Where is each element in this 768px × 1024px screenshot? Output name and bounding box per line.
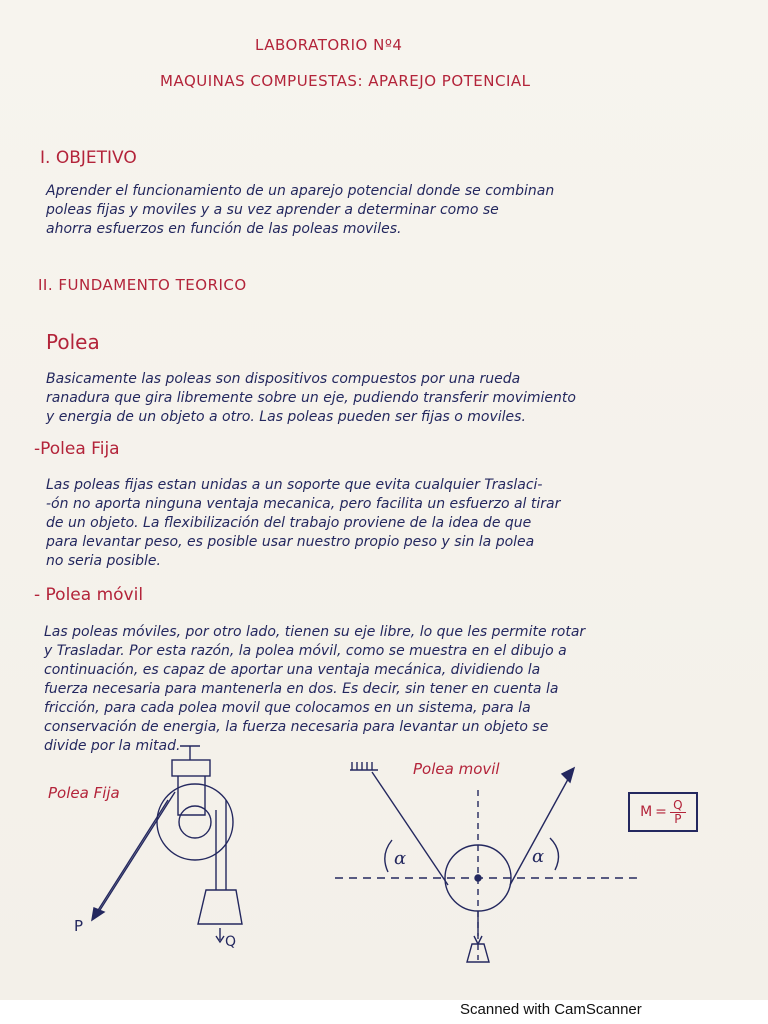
- rope-effort: [95, 800, 168, 915]
- effort-arrow-head: [92, 908, 104, 920]
- alpha-arc-right: [550, 838, 559, 870]
- paragraph-line: de un objeto. La flexibilización del trabajo proviene de la idea de que: [46, 515, 532, 531]
- fundamento-heading: II. FUNDAMENTO TEORICO: [38, 276, 247, 294]
- polea-fija-heading: -Polea Fija: [34, 439, 120, 459]
- footer-strip: [0, 1000, 768, 1024]
- movable-pulley-label: Polea movil: [413, 760, 500, 778]
- movable-pulley-axle: [475, 875, 481, 881]
- paragraph-line: conservación de energia, la fuerza necesaria para levantar un objeto se: [44, 719, 549, 735]
- alpha-symbol-right: α: [532, 846, 545, 867]
- load-label: Q: [225, 934, 237, 950]
- alpha-arc-left: [385, 840, 392, 872]
- fixed-pulley-wheel: [157, 784, 233, 860]
- paragraph-line: ahorra esfuerzos en función de las poleas moviles.: [46, 221, 402, 237]
- formula-equals: =: [655, 804, 667, 820]
- formula-fraction: [670, 799, 686, 826]
- fixed-pulley-support: [172, 746, 210, 815]
- rope-left: [372, 772, 448, 885]
- paragraph-line: divide por la mitad.: [44, 738, 181, 754]
- formula-lhs: M: [640, 804, 653, 820]
- formula-denominator: P: [674, 811, 682, 826]
- ceiling-hatch: [350, 762, 378, 770]
- paragraph-line: no seria posible.: [46, 553, 161, 569]
- objetivo-heading: I. OBJETIVO: [40, 148, 137, 168]
- polea-paragraph: [46, 370, 576, 427]
- paragraph-line: Las poleas fijas estan unidas a un soporte que evita cualquier Traslaci-: [46, 477, 543, 493]
- pulley-diagram: [0, 740, 768, 980]
- lab-title: LABORATORIO Nº4: [255, 36, 403, 54]
- paragraph-line: Basicamente las poleas son dispositivos compuestos por una rueda: [46, 371, 521, 387]
- paragraph-line: -ón no aporta ninguna ventaja mecanica, pero facilita un esfuerzo al tirar: [46, 496, 561, 512]
- polea-fija-paragraph: [46, 476, 560, 571]
- lab-subtitle: MAQUINAS COMPUESTAS: APAREJO POTENCIAL: [160, 72, 531, 90]
- paragraph-line: Las poleas móviles, por otro lado, tienen su eje libre, lo que les permite rotar: [44, 624, 586, 640]
- polea-movil-heading: - Polea móvil: [34, 585, 144, 605]
- alpha-symbol-left: α: [394, 848, 407, 869]
- pull-arrow-head: [562, 768, 574, 782]
- fixed-pulley-label: Polea Fija: [48, 784, 120, 802]
- rope-right: [510, 772, 572, 885]
- paragraph-line: Aprender el funcionamiento de un aparejo potencial donde se combinan: [46, 183, 555, 199]
- paragraph-line: y Trasladar. Por esta razón, la polea móvil, como se muestra en el dibujo a: [44, 643, 567, 659]
- paragraph-line: fricción, para cada polea movil que colocamos en un sistema, para la: [44, 700, 531, 716]
- polea-heading: Polea: [46, 330, 100, 354]
- paragraph-line: para levantar peso, es posible usar nuestro propio peso y sin la polea: [46, 534, 535, 550]
- formula-numerator: Q: [673, 797, 683, 812]
- formula-box: [628, 792, 698, 832]
- paragraph-line: poleas fijas y moviles y a su vez aprender a determinar como se: [46, 202, 499, 218]
- fixed-pulley-axle: [179, 806, 211, 838]
- polea-movil-paragraph: [44, 623, 585, 756]
- objetivo-paragraph: [46, 182, 554, 239]
- paragraph-line: ranadura que gira libremente sobre un eje, pudiendo transferir movimiento: [46, 390, 576, 406]
- load-weight: [198, 890, 242, 924]
- paragraph-line: y energia de un objeto a otro. Las poleas pueden ser fijas o moviles.: [46, 409, 526, 425]
- paragraph-line: continuación, es capaz de aportar una ventaja mecánica, dividiendo la: [44, 662, 541, 678]
- paragraph-line: fuerza necesaria para mantenerla en dos. Es decir, sin tener en cuenta la: [44, 681, 559, 697]
- effort-label: P: [74, 917, 84, 935]
- scanner-watermark: Scanned with CamScanner: [460, 1001, 642, 1018]
